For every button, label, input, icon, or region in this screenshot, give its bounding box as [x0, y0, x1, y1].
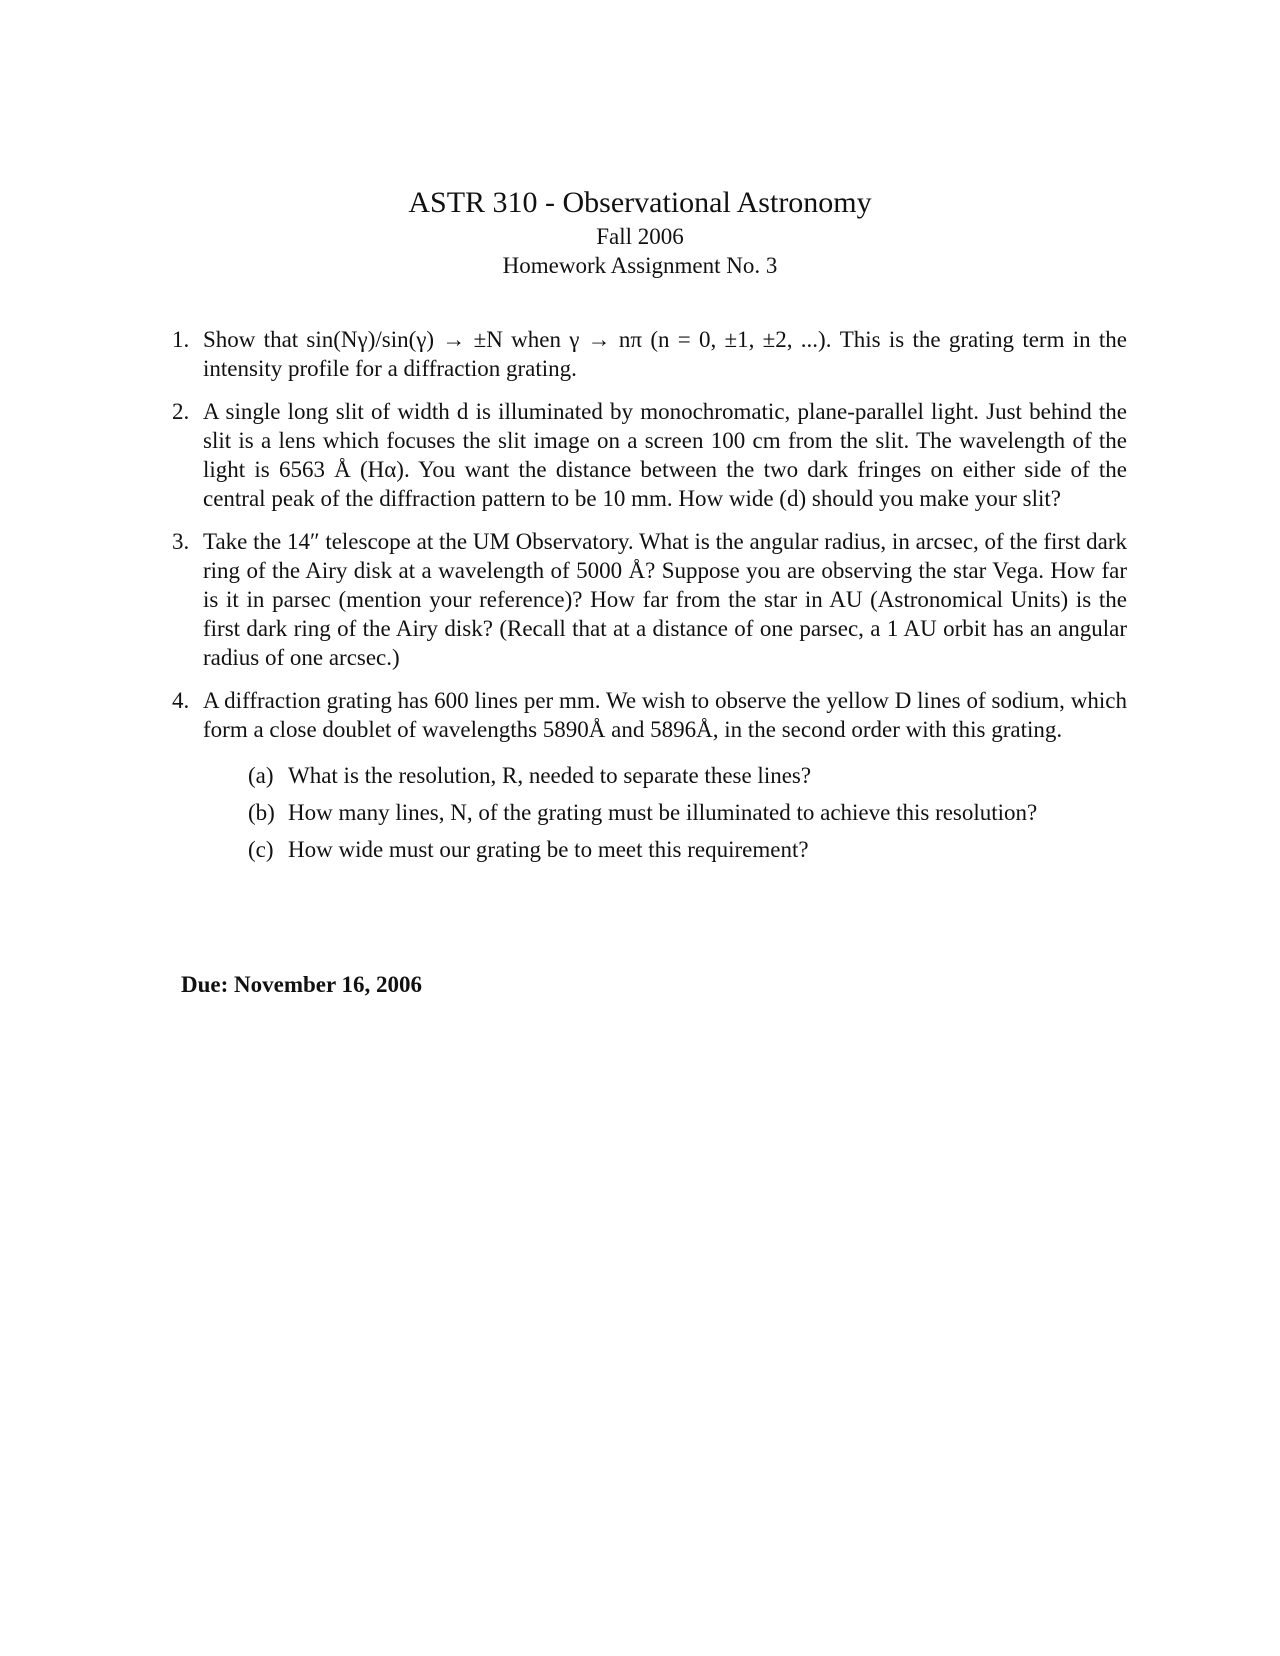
term: Fall 2006: [596, 224, 684, 249]
assignment-title: Homework Assignment No. 3: [502, 253, 778, 278]
sub-question-text: How many lines, N, of the grating must be illuminated to achieve this resolution?: [288, 800, 1038, 825]
sub-question-list: [203, 761, 1127, 864]
sub-question-text: What is the resolution, R, needed to separate these lines?: [288, 763, 812, 788]
problem-text: A diffraction grating has 600 lines per mm. We wish to observe the yellow D lines of sodium, which form a close doublet of wavelengths 5890Å and 5896Å, in the second order with this grating.: [203, 688, 1127, 742]
problem-number: 3.: [172, 529, 190, 554]
problem-number: 4.: [172, 688, 190, 713]
problem-1: [172, 325, 1127, 383]
problem-text: Take the 14″ telescope at the UM Observatory. What is the angular radius, in arcsec, of the first dark ring of the Airy disk at a wavelength of 5000 Å? Suppose you are observing the star Vega. How far is it in parsec (mention your reference)? How far from the star in AU (Astronomical Units) is the first dark ring of the Airy disk? (Recall that at a distance of one parsec, a 1 AU orbit has an angular radius of one arcsec.): [203, 529, 1127, 670]
problem-text: A single long slit of width d is illuminated by monochromatic, plane-parallel light. Just behind the slit is a lens which focuses the slit image on a screen 100 cm from the slit. The wavelength of the light is 6563 Å (Hα). You want the distance between the two dark fringes on either side of the central peak of the diffraction pattern to be 10 mm. How wide (d) should you make your slit?: [203, 399, 1127, 511]
sub-question-label: (b): [248, 800, 275, 825]
sub-question-label: (c): [248, 837, 274, 862]
problem-number: 2.: [172, 399, 190, 424]
sub-question-text: How wide must our grating be to meet this requirement?: [288, 837, 809, 862]
document-title: ASTR 310 - Observational Astronomy: [408, 186, 872, 219]
problem-2: [172, 397, 1127, 513]
header: [0, 184, 1280, 280]
problem-list: [172, 325, 1127, 878]
sub-question-label: (a): [248, 763, 274, 788]
sub-question-a: [248, 761, 1127, 790]
problem-number: 1.: [172, 327, 190, 352]
due-date: Due: November 16, 2006: [181, 972, 423, 997]
problem-4: [172, 686, 1127, 864]
sub-question-c: [248, 835, 1127, 864]
problem-3: [172, 527, 1127, 672]
sub-question-b: [248, 798, 1127, 827]
problem-text: Show that sin(Nγ)/sin(γ) → ±N when γ → nπ (n = 0, ±1, ±2, ...). This is the grating term in the intensity profile for a diffraction grating.: [203, 327, 1127, 381]
